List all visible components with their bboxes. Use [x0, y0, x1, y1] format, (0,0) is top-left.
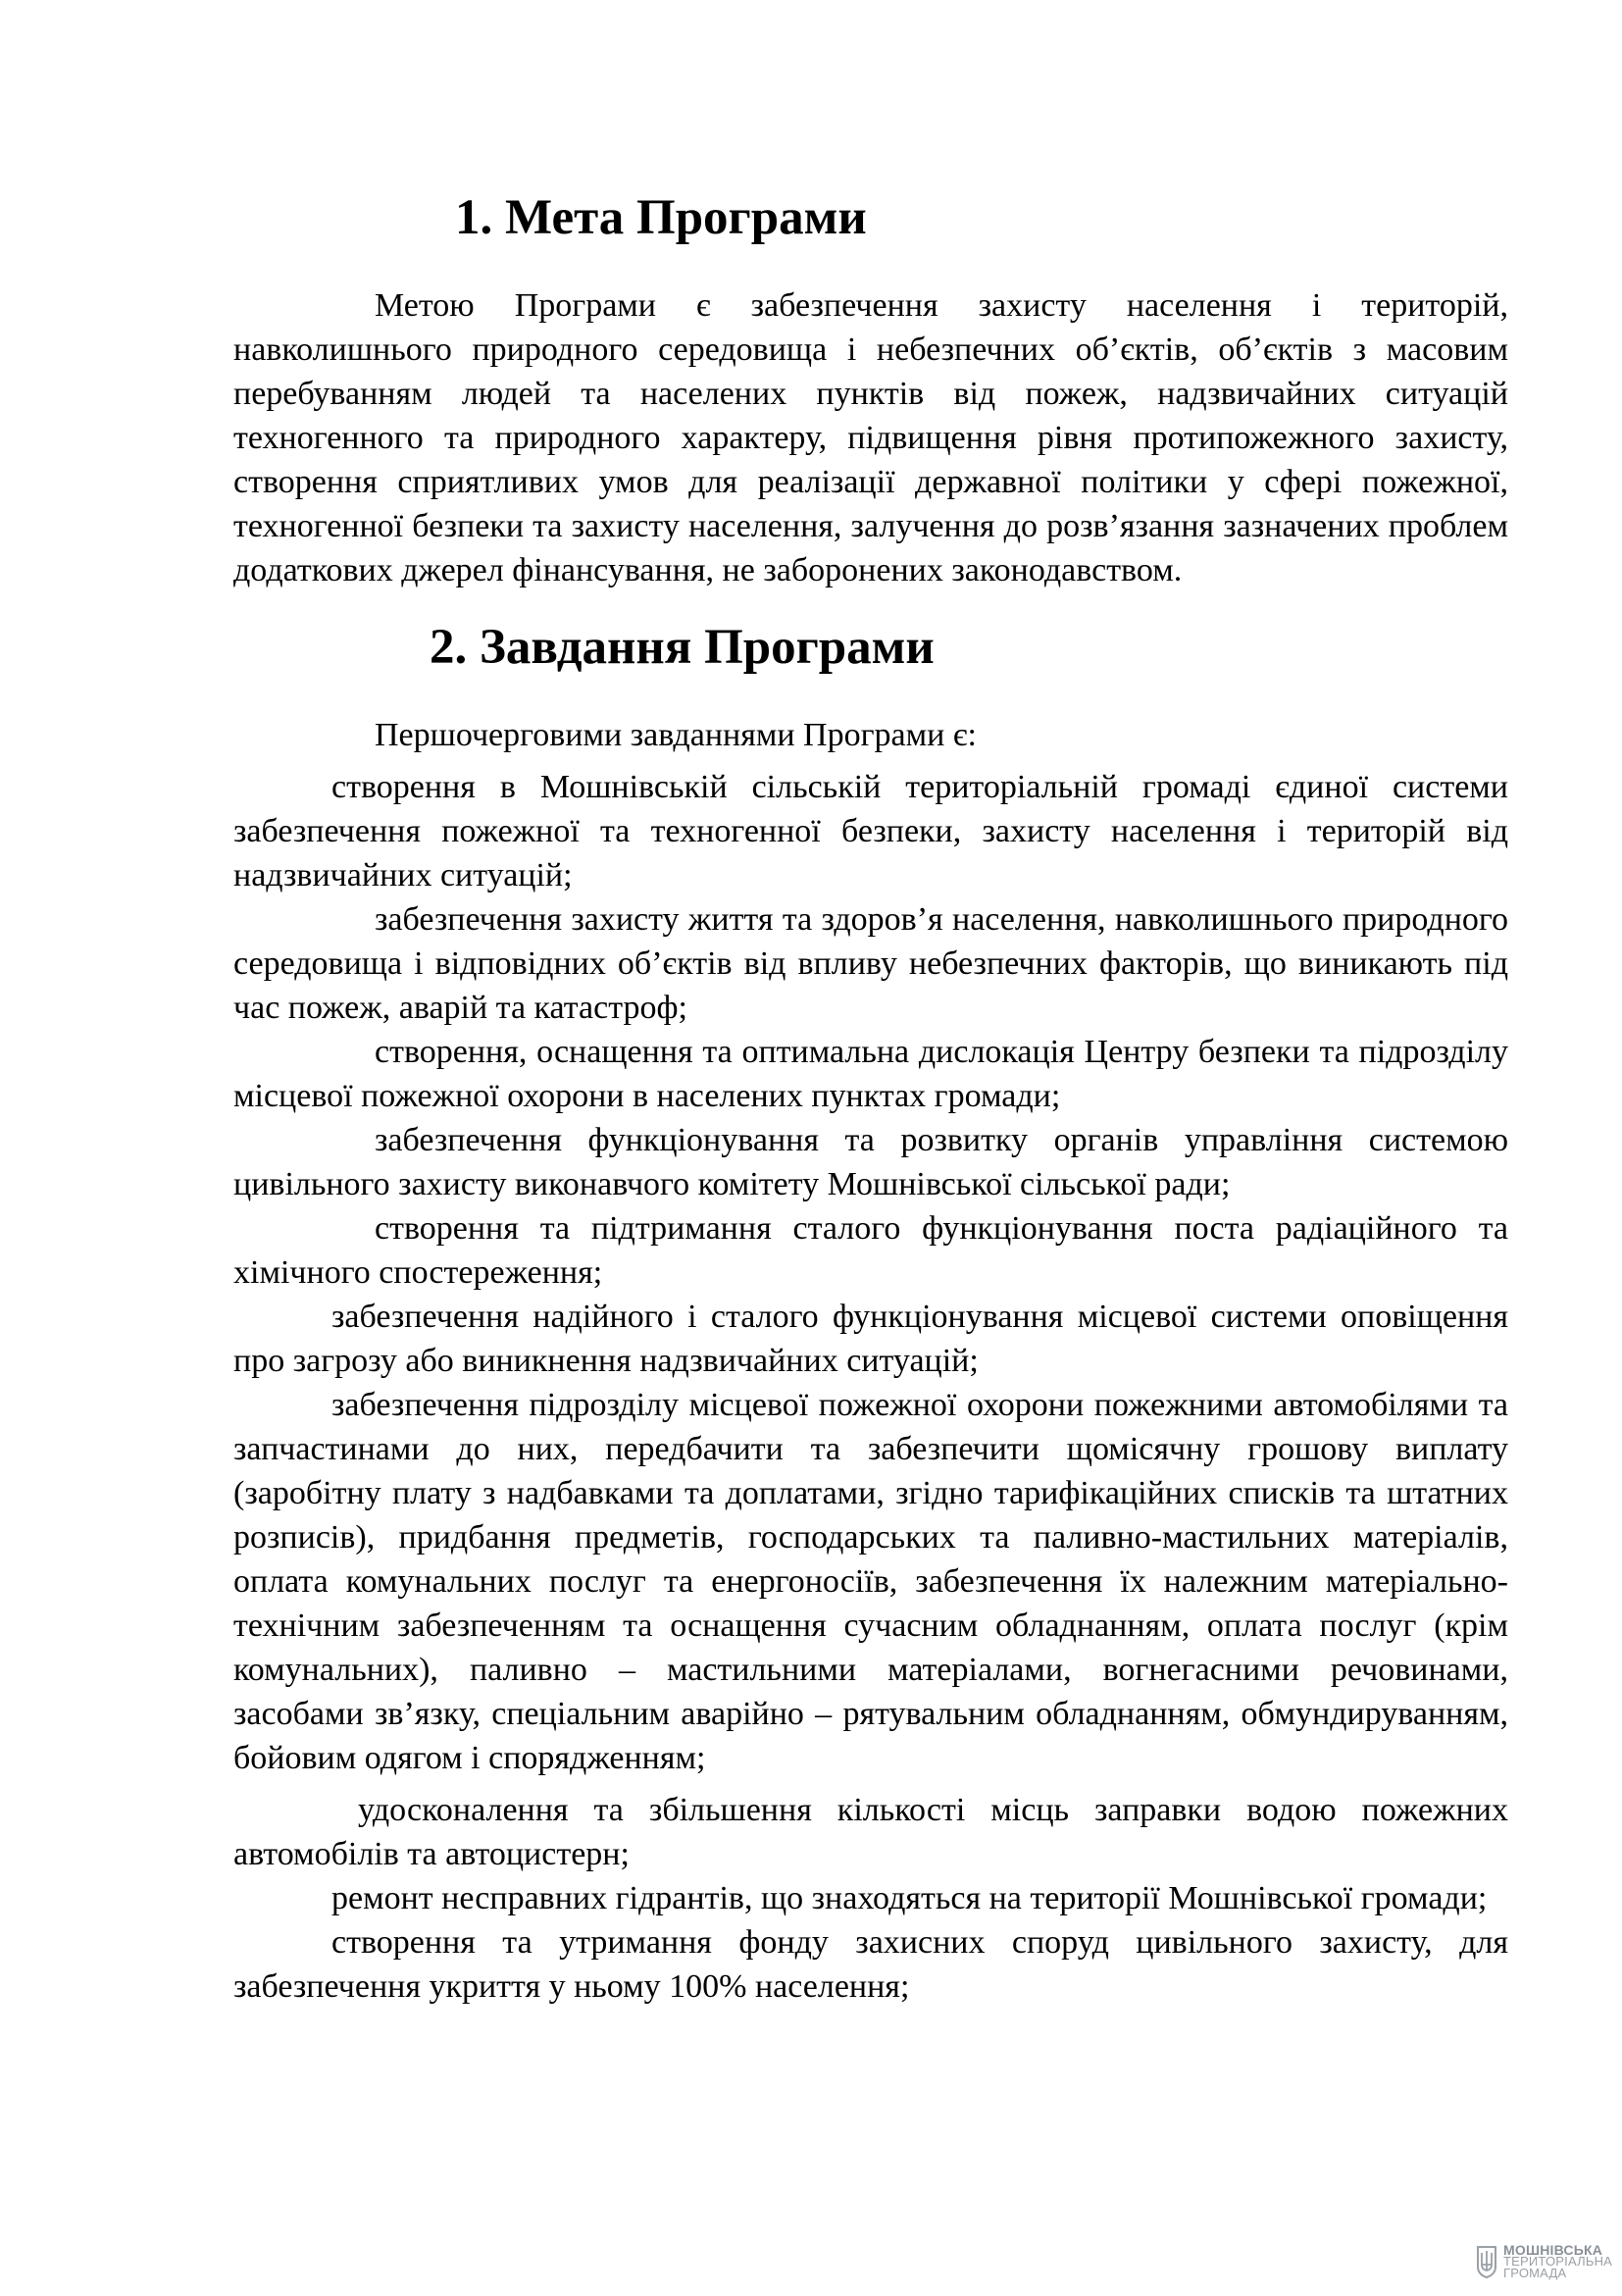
section-2-title: 2. Завдання Програми [430, 620, 935, 675]
task-item: забезпечення надійного і сталого функціонування місцевої системи оповіщення про загрозу або виникнення надзвичайних ситуацій; [233, 1299, 1508, 1379]
task-item: ремонт несправних гідрантів, що знаходяться на території Мошнівської громади; [331, 1880, 1488, 1916]
community-logo [1476, 2244, 1612, 2279]
task-item: удосконалення та збільшення кількості місць заправки водою пожежних автомобілів та автоцистерн; [233, 1792, 1508, 1872]
task-item: забезпечення захисту життя та здоров’я населення, навколишнього природного середовища і відповідних об’єктів від впливу небезпечних факторів, що виникають під час пожеж, аварій та катастроф; [233, 901, 1508, 1026]
logo-line-1: МОШНІВСЬКА [1503, 2242, 1603, 2258]
section-1-paragraph: Метою Програми є забезпечення захисту населення і територій, навколишнього природного середовища і небезпечних об’єктів, об’єктів з масовим перебуванням людей та населених пунктів від пожеж, надзвичайних ситуацій техногенного та природного характеру, підвищення рівня протипожежного захисту, створення сприятливих умов для реалізації державної політики у сфері пожежної, техногенної безпеки та захисту населення, залучення до розв’язання зазначених проблем додаткових джерел фінансування, не заборонених законодавством. [233, 287, 1508, 588]
document-page [233, 190, 1508, 2009]
task-item: створення, оснащення та оптимальна дислокація Центру безпеки та підрозділу місцевої пожежної охорони в населених пунктах громади; [233, 1034, 1508, 1114]
task-item: забезпечення функціонування та розвитку органів управління системою цивільного захисту виконавчого комітету Мошнівської сільської ради; [233, 1122, 1508, 1202]
logo-line-3: ГРОМАДА [1503, 2266, 1567, 2280]
task-item: створення та утримання фонду захисних споруд цивільного захисту, для забезпечення укриття у ньому 100% населення; [233, 1924, 1508, 2005]
task-item: створення та підтримання сталого функціонування поста радіаційного та хімічного спостереження; [233, 1210, 1508, 1291]
logo-text [1503, 2244, 1612, 2279]
section-2-intro: Першочерговими завданнями Програми є: [375, 717, 977, 753]
task-item: створення в Мошнівській сільській територіальній громаді єдиної системи забезпечення пожежної та техногенної безпеки, захисту населення і територій від надзвичайних ситуацій; [233, 769, 1508, 893]
trident-emblem-icon [1476, 2245, 1497, 2278]
logo-line-2: ТЕРИТОРІАЛЬНА [1503, 2254, 1613, 2269]
task-item: забезпечення підрозділу місцевої пожежної охорони пожежними автомобілями та запчастинами до них, передбачити та забезпечити щомісячну грошову виплату (заробітну плату з надбавками та доплатами, згідно тарифікаційних списків та штатних розписів), придбання предметів, господарських та паливно-мастильних матеріалів, оплата комунальних послуг та енергоносіїв, забезпечення їх належним матеріально-технічним забезпеченням та оснащення сучасним обладнанням, оплата послуг (крім комунальних), паливно – мастильними матеріалами, вогнегасними речовинами, засобами зв’язку, спеціальним аварійно – рятувальним обладнанням, обмундируванням, бойовим одягом і спорядженням; [233, 1387, 1508, 1776]
section-1-title: 1. Мета Програми [455, 190, 867, 245]
